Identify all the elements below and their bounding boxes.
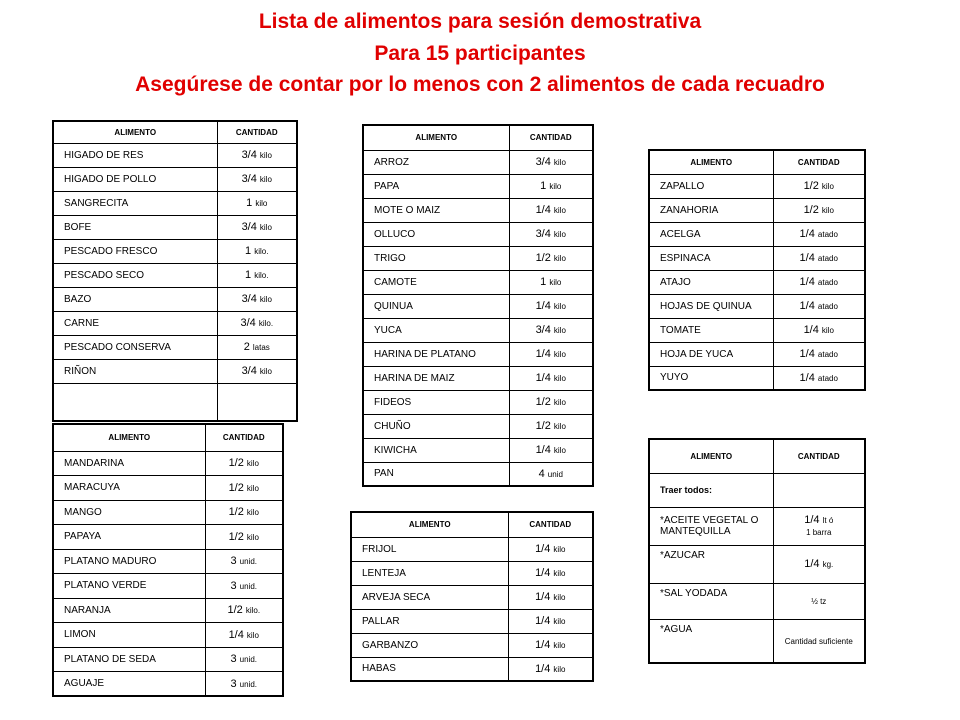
qty-number: 1/4 — [799, 228, 815, 240]
qty-cell — [217, 239, 297, 263]
food-cell: HIGADO DE RES — [53, 143, 217, 167]
table-row — [351, 561, 593, 585]
food-cell: TRIGO — [363, 246, 509, 270]
qty-cell — [509, 174, 593, 198]
qty-unit: kilo — [259, 151, 272, 160]
table-row — [351, 633, 593, 657]
qty-unit: unid. — [239, 581, 258, 591]
table-legumes — [350, 511, 594, 682]
qty-number: 1 — [245, 269, 252, 281]
food-cell: OLLUCO — [363, 222, 509, 246]
title-line-2: Para 15 participantes — [374, 42, 586, 65]
qty-cell — [773, 174, 865, 198]
qty-unit: kilo. — [258, 319, 274, 328]
header-food: ALIMENTO — [649, 439, 773, 473]
table-row — [363, 294, 593, 318]
qty-number: 1 — [246, 197, 253, 209]
qty-cell — [217, 359, 297, 383]
table-row — [649, 198, 865, 222]
qty-number: 1/2 — [227, 604, 243, 617]
qty-cell — [205, 574, 283, 599]
qty-number: 1/4 — [535, 615, 551, 627]
qty-number: 4 — [538, 467, 545, 480]
food-cell: FRIJOL — [351, 537, 508, 561]
qty-number: 3/4 — [535, 156, 551, 168]
qty-cell — [508, 609, 593, 633]
qty-cell — [217, 215, 297, 239]
header-food: ALIMENTO — [351, 512, 508, 537]
qty-cell — [773, 294, 865, 318]
qty-unit: kilo — [553, 158, 566, 167]
food-cell: LENTEJA — [351, 561, 508, 585]
qty-unit: kilo. — [245, 606, 261, 616]
qty-unit: kilo — [259, 175, 272, 184]
qty-number: 3 — [230, 653, 237, 666]
qty-unit: kilo — [553, 664, 566, 674]
food-cell: HABAS — [351, 657, 508, 681]
qty-number: 1/2 — [535, 252, 551, 264]
qty-cell — [508, 657, 593, 681]
food-cell: HARINA DE MAIZ — [363, 366, 509, 390]
qty-number: 1 — [540, 276, 547, 288]
qty-number: 1/4 — [799, 300, 815, 312]
table-row — [53, 647, 283, 672]
food-cell: *SAL YODADA — [649, 583, 773, 619]
qty-unit: kilo — [821, 326, 834, 335]
qty-cell — [773, 222, 865, 246]
qty-number: 1/2 — [228, 530, 244, 543]
qty-cell — [508, 561, 593, 585]
table-row — [53, 451, 283, 476]
qty-cell — [508, 633, 593, 657]
table-row — [53, 623, 283, 648]
food-cell: BOFE — [53, 215, 217, 239]
blank-cell — [217, 383, 297, 421]
qty-number: 1/4 — [799, 252, 815, 264]
food-cell: PAPAYA — [53, 525, 205, 550]
qty-unit: kilo — [553, 446, 566, 455]
qty-number: 3 — [230, 677, 237, 690]
food-cell: MARACUYA — [53, 476, 205, 501]
qty-cell — [509, 462, 593, 486]
table-row — [363, 318, 593, 342]
food-cell: BAZO — [53, 287, 217, 311]
header-qty: CANTIDAD — [773, 150, 865, 174]
qty-cell — [205, 623, 283, 648]
qty-cell — [509, 390, 593, 414]
qty-cell — [509, 198, 593, 222]
qty-number: 1/2 — [803, 204, 819, 216]
food-cell: CAMOTE — [363, 270, 509, 294]
qty-number: 1/4 — [799, 371, 815, 384]
food-cell: PAN — [363, 462, 509, 486]
food-cell: HOJA DE YUCA — [649, 342, 773, 366]
qty-cell — [205, 525, 283, 550]
qty-unit: kilo — [246, 483, 259, 493]
qty-cell — [217, 143, 297, 167]
qty-unit: kilo — [553, 326, 566, 335]
header-qty: CANTIDAD — [205, 424, 283, 451]
qty-cell — [508, 537, 593, 561]
table-row — [363, 174, 593, 198]
qty-alt: 1 barra — [806, 528, 832, 537]
table-row — [351, 585, 593, 609]
qty-text: ½ tz — [811, 597, 827, 606]
qty-cell — [508, 585, 593, 609]
food-cell: PLATANO DE SEDA — [53, 647, 205, 672]
table-row — [363, 150, 593, 174]
qty-unit: kg. — [822, 560, 834, 569]
qty-unit: unid. — [239, 557, 258, 567]
food-cell: *ACEITE VEGETAL O MANTEQUILLA — [649, 507, 773, 545]
food-cell: PESCADO FRESCO — [53, 239, 217, 263]
food-cell: HARINA DE PLATANO — [363, 342, 509, 366]
table-row — [649, 222, 865, 246]
qty-number: 1/4 — [535, 591, 551, 603]
qty-cell — [773, 198, 865, 222]
qty-number: 3/4 — [241, 293, 257, 305]
qty-number: 1/4 — [804, 558, 820, 570]
qty-number: 1/4 — [803, 324, 819, 336]
table-row — [363, 342, 593, 366]
qty-unit: kilo — [549, 278, 562, 287]
qty-number: 1/2 — [228, 457, 244, 470]
qty-unit: atado — [817, 230, 838, 239]
qty-unit: kilo — [259, 295, 272, 304]
table-row — [351, 657, 593, 681]
qty-number: 3 — [230, 579, 237, 592]
table-row — [53, 525, 283, 550]
qty-unit: atado — [817, 350, 838, 359]
qty-number: 1 — [540, 180, 547, 192]
qty-unit: kilo — [246, 508, 259, 518]
food-cell: KIWICHA — [363, 438, 509, 462]
qty-cell — [509, 342, 593, 366]
qty-cell — [509, 414, 593, 438]
table-row — [53, 215, 297, 239]
qty-unit: atado — [817, 254, 838, 263]
qty-unit: kilo. — [254, 271, 269, 280]
qty-number: 1/4 — [535, 543, 551, 555]
table-row — [53, 167, 297, 191]
qty-unit: kilo — [553, 398, 566, 407]
qty-number: 1/2 — [228, 506, 244, 519]
food-cell: ARVEJA SECA — [351, 585, 508, 609]
table-row — [649, 473, 865, 507]
qty-unit: kilo — [553, 617, 566, 626]
qty-cell — [217, 191, 297, 215]
qty-number: 1/4 — [535, 662, 551, 675]
food-cell: MOTE O MAIZ — [363, 198, 509, 222]
food-cell: PAPA — [363, 174, 509, 198]
food-cell: RIÑON — [53, 359, 217, 383]
qty-cell — [509, 222, 593, 246]
table-row — [649, 270, 865, 294]
qty-unit: kilo — [553, 545, 566, 554]
empty-cell — [773, 473, 865, 507]
qty-cell — [509, 318, 593, 342]
food-cell: PESCADO CONSERVA — [53, 335, 217, 359]
qty-number: 3/4 — [241, 221, 257, 233]
table-row — [53, 672, 283, 697]
food-cell: PLATANO VERDE — [53, 574, 205, 599]
food-cell: ARROZ — [363, 150, 509, 174]
table-row — [649, 294, 865, 318]
title-line-3: Asegúrese de contar por lo menos con 2 alimentos de cada recuadro — [135, 73, 825, 96]
table-fruits — [52, 423, 284, 697]
qty-cell — [773, 342, 865, 366]
qty-number: 1/4 — [535, 300, 551, 312]
qty-cell — [509, 294, 593, 318]
table-row — [363, 270, 593, 294]
food-cell: QUINUA — [363, 294, 509, 318]
table-row — [53, 263, 297, 287]
table-row — [649, 619, 865, 663]
qty-number: 1/2 — [535, 396, 551, 408]
header-food: ALIMENTO — [649, 150, 773, 174]
qty-cell — [205, 451, 283, 476]
qty-cell — [205, 598, 283, 623]
qty-number: 2 — [243, 341, 250, 353]
header-food: ALIMENTO — [363, 125, 509, 150]
qty-cell — [205, 647, 283, 672]
table-row — [53, 359, 297, 383]
table-row — [363, 366, 593, 390]
food-cell: AGUAJE — [53, 672, 205, 697]
qty-unit: kilo — [553, 230, 566, 239]
food-cell: TOMATE — [649, 318, 773, 342]
food-cell: ESPINACA — [649, 246, 773, 270]
qty-number: 1 — [245, 245, 252, 257]
qty-unit: kilo — [246, 630, 259, 640]
qty-cell — [773, 507, 865, 545]
qty-cell — [217, 263, 297, 287]
food-cell: SANGRECITA — [53, 191, 217, 215]
table-row — [53, 574, 283, 599]
qty-cell — [773, 366, 865, 390]
qty-number: 1/4 — [799, 348, 815, 360]
food-cell: HOJAS DE QUINUA — [649, 294, 773, 318]
food-cell: HIGADO DE POLLO — [53, 167, 217, 191]
qty-unit: kilo — [259, 223, 272, 232]
food-cell: YUYO — [649, 366, 773, 390]
table-row — [351, 609, 593, 633]
food-cell: GARBANZO — [351, 633, 508, 657]
qty-cell — [205, 476, 283, 501]
food-cell: PALLAR — [351, 609, 508, 633]
qty-number: 1/4 — [535, 204, 551, 216]
food-cell: LIMON — [53, 623, 205, 648]
qty-number: 1/4 — [535, 444, 551, 456]
qty-number: 1/4 — [228, 628, 244, 641]
food-cell: CHUÑO — [363, 414, 509, 438]
qty-cell — [773, 583, 865, 619]
table-row — [363, 246, 593, 270]
qty-unit: kilo — [553, 422, 566, 431]
qty-unit: atado — [817, 302, 838, 311]
qty-number: 1/4 — [535, 348, 551, 360]
food-cell: *AGUA — [649, 619, 773, 663]
qty-unit: unid. — [239, 679, 258, 689]
qty-unit: kilo — [553, 593, 566, 602]
qty-text: Cantidad suficiente — [784, 636, 853, 646]
header-food: ALIMENTO — [53, 121, 217, 143]
qty-cell — [773, 246, 865, 270]
title-line-1: Lista de alimentos para sesión demostrativa — [258, 10, 702, 33]
food-cell: MANGO — [53, 500, 205, 525]
qty-unit: kilo — [821, 206, 834, 215]
header-qty: CANTIDAD — [217, 121, 297, 143]
food-cell: CARNE — [53, 311, 217, 335]
table-row — [649, 246, 865, 270]
table-row — [363, 438, 593, 462]
qty-unit: unid. — [239, 655, 258, 665]
qty-cell — [217, 335, 297, 359]
table-cereals-tubers — [362, 124, 594, 487]
qty-number: 3/4 — [535, 228, 551, 240]
qty-cell — [205, 672, 283, 697]
table-row — [53, 549, 283, 574]
qty-number: 1/4 — [804, 514, 820, 526]
table-row — [649, 583, 865, 619]
qty-cell — [217, 167, 297, 191]
table-row — [363, 222, 593, 246]
qty-unit: atado — [817, 373, 838, 383]
table-row — [363, 462, 593, 486]
table-row — [363, 390, 593, 414]
qty-cell — [773, 318, 865, 342]
qty-number: 3 — [230, 555, 237, 568]
qty-unit: kilo. — [254, 247, 269, 256]
qty-unit: kilo — [255, 199, 268, 208]
table-meats — [52, 120, 298, 422]
food-cell: ZAPALLO — [649, 174, 773, 198]
table-row — [649, 366, 865, 390]
table-vegetables — [648, 149, 866, 391]
qty-unit: kilo — [246, 532, 259, 542]
qty-unit: kilo — [259, 367, 272, 376]
food-cell: PLATANO MADURO — [53, 549, 205, 574]
table-row — [649, 507, 865, 545]
table-row — [649, 342, 865, 366]
header-qty: CANTIDAD — [773, 439, 865, 473]
header-qty: CANTIDAD — [509, 125, 593, 150]
table-row — [53, 311, 297, 335]
header-qty: CANTIDAD — [508, 512, 593, 537]
table-row — [53, 500, 283, 525]
qty-cell — [509, 366, 593, 390]
qty-unit: kilo — [553, 641, 566, 650]
qty-cell — [509, 270, 593, 294]
table-row — [649, 174, 865, 198]
blank-cell — [53, 383, 217, 421]
qty-unit: kilo — [549, 182, 562, 191]
header-food: ALIMENTO — [53, 424, 205, 451]
table-row — [363, 414, 593, 438]
qty-unit: lt ó — [822, 516, 834, 525]
table-row — [53, 335, 297, 359]
food-cell: MANDARINA — [53, 451, 205, 476]
food-cell: YUCA — [363, 318, 509, 342]
qty-number: 1/4 — [535, 567, 551, 579]
table-row — [351, 537, 593, 561]
qty-number: 1/4 — [799, 276, 815, 288]
qty-unit: atado — [817, 278, 838, 287]
food-cell: FIDEOS — [363, 390, 509, 414]
qty-number: 3/4 — [535, 324, 551, 336]
table-row — [649, 545, 865, 583]
qty-cell — [509, 438, 593, 462]
food-cell: PESCADO SECO — [53, 263, 217, 287]
food-cell: ACELGA — [649, 222, 773, 246]
food-cell: NARANJA — [53, 598, 205, 623]
qty-cell — [509, 246, 593, 270]
qty-number: 3/4 — [241, 173, 257, 185]
qty-number: 3/4 — [241, 365, 257, 377]
qty-number: 1/2 — [228, 481, 244, 494]
food-cell: *AZUCAR — [649, 545, 773, 583]
food-cell: ATAJO — [649, 270, 773, 294]
qty-cell — [773, 545, 865, 583]
qty-cell — [773, 619, 865, 663]
table-row — [53, 598, 283, 623]
qty-cell — [509, 150, 593, 174]
bring-all-label: Traer todos: — [649, 473, 773, 507]
qty-number: 1/2 — [535, 420, 551, 432]
qty-number: 1/2 — [803, 180, 819, 192]
qty-number: 3/4 — [241, 149, 257, 161]
table-extras — [648, 438, 866, 664]
food-cell: ZANAHORIA — [649, 198, 773, 222]
table-row — [53, 239, 297, 263]
qty-unit: unid — [547, 469, 563, 479]
table-row — [363, 198, 593, 222]
table-row — [53, 191, 297, 215]
qty-cell — [773, 270, 865, 294]
qty-unit: kilo — [553, 206, 566, 215]
qty-unit: kilo — [553, 350, 566, 359]
qty-unit: kilo — [246, 459, 259, 469]
qty-unit: kilo — [553, 569, 566, 578]
qty-number: 1/4 — [535, 372, 551, 384]
table-row — [53, 287, 297, 311]
qty-unit: kilo — [821, 182, 834, 191]
qty-cell — [205, 549, 283, 574]
qty-cell — [217, 311, 297, 335]
qty-number: 3/4 — [240, 317, 256, 329]
qty-cell — [205, 500, 283, 525]
qty-number: 1/4 — [535, 639, 551, 651]
table-row — [649, 318, 865, 342]
table-row — [53, 476, 283, 501]
qty-cell — [217, 287, 297, 311]
qty-unit: latas — [252, 343, 270, 352]
qty-unit: kilo — [553, 254, 566, 263]
qty-unit: kilo — [553, 374, 566, 383]
table-row — [53, 143, 297, 167]
qty-unit: kilo — [553, 302, 566, 311]
